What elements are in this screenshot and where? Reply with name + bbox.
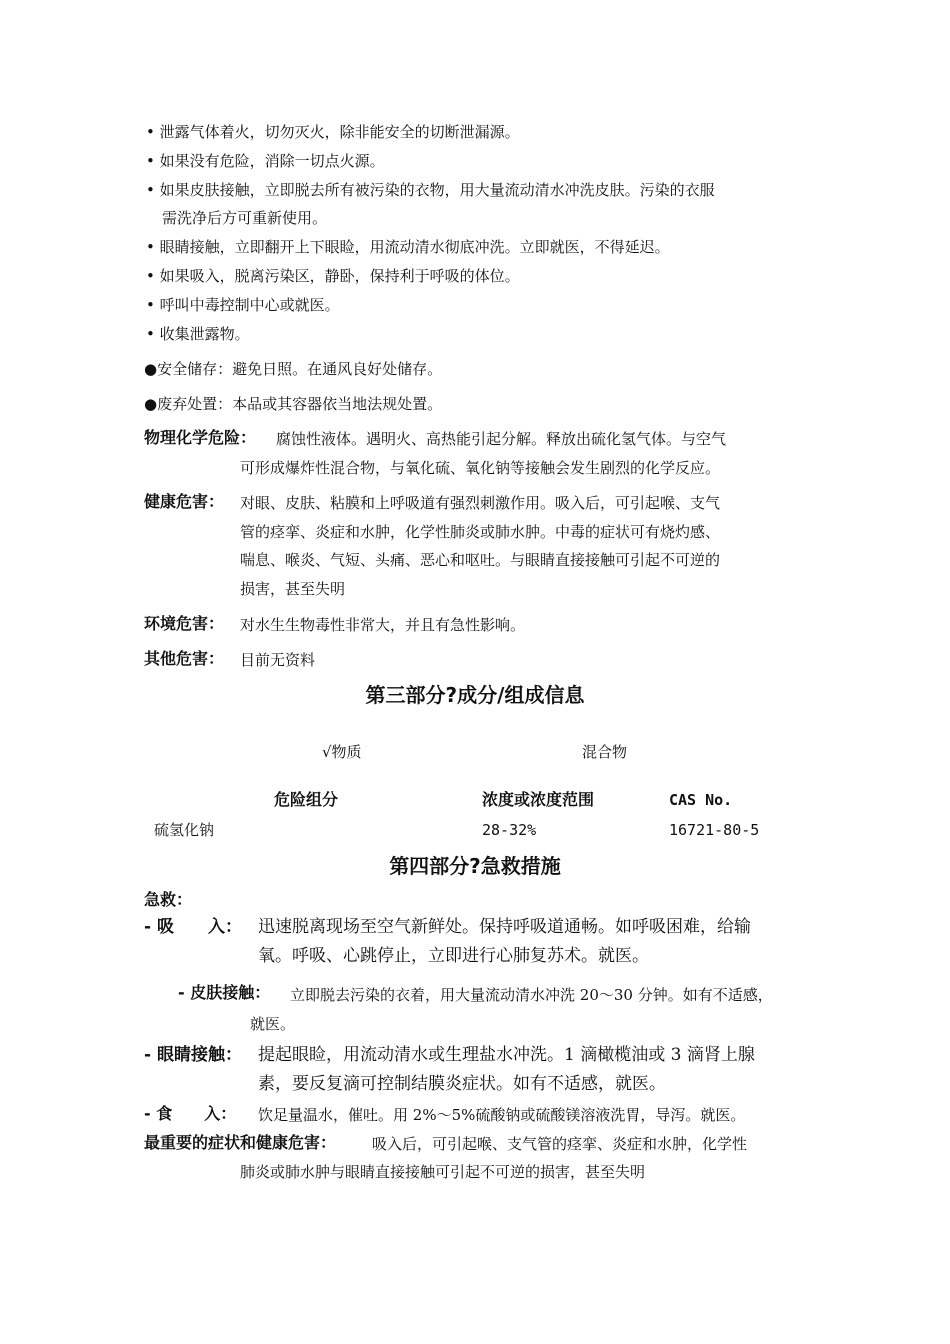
physchem-line: 可形成爆炸性混合物，与氧化硫、氧化钠等接触会发生剧烈的化学反应。 (240, 459, 721, 477)
table-cell-concentration: 28-32% (482, 821, 537, 839)
eye-line: 素，要反复滴可控制结膜炎症状。如有不适感，就医。 (258, 1074, 666, 1094)
mixture-option: 混合物 (582, 743, 628, 761)
env-text: 对水生生物毒性非常大，并且有急性影响。 (240, 616, 526, 634)
bullet-item: • 收集泄露物。 (146, 325, 250, 343)
bullet-item: • 如果没有危险，消除一切点火源。 (146, 152, 385, 170)
physchem-line: 腐蚀性液体。遇明火、高热能引起分解。释放出硫化氢气体。与空气 (276, 430, 727, 448)
eye-line: 提起眼睑，用流动清水或生理盐水冲洗。1 滴橄榄油或 3 滴肾上腺 (258, 1045, 755, 1065)
health-line: 管的痉挛、炎症和水肿，化学性肺炎或肺水肿。中毒的症状可有烧灼感、 (240, 523, 721, 541)
physchem-label: 物理化学危险： (144, 428, 257, 447)
bullet-item: • 眼睛接触，立即翻开上下眼睑，用流动清水彻底冲洗。立即就医，不得延迟。 (146, 238, 670, 256)
symptoms-line: 吸入后，可引起喉、支气管的痉挛、炎症和水肿，化学性 (372, 1135, 748, 1153)
table-header-component: 危险组分 (274, 790, 339, 809)
skin-line: 就医。 (250, 1015, 296, 1033)
health-line: 对眼、皮肤、粘膜和上呼吸道有强烈刺激作用。吸入后，可引起喉、支气 (240, 494, 721, 512)
health-label: 健康危害： (144, 492, 225, 511)
eye-label: - 眼睛接触： (144, 1045, 242, 1065)
symptoms-line: 肺炎或肺水肿与眼睛直接接触可引起不可逆的损害，甚至失明 (240, 1163, 646, 1181)
health-line: 喘息、喉炎、气短、头痛、恶心和呕吐。与眼睛直接接触可引起不可逆的 (240, 551, 721, 569)
symptoms-label: 最重要的症状和健康危害： (144, 1133, 337, 1152)
bullet-item: • 如果吸入，脱离污染区，静卧，保持利于呼吸的体位。 (146, 267, 520, 285)
table-cell-cas: 16721-80-5 (669, 821, 760, 839)
section3-title: 第三部分?成分/组成信息 (365, 683, 585, 707)
section4-title: 第四部分?急救措施 (389, 854, 561, 878)
table-header-concentration: 浓度或浓度范围 (482, 790, 595, 809)
env-label: 环境危害： (144, 614, 225, 633)
ingest-text: 饮足量温水，催吐。用 2%～5%硫酸钠或硫酸镁溶液洗胃，导泻。就医。 (258, 1106, 746, 1124)
disposal-line: ●废弃处置：本品或其容器依当地法规处置。 (144, 395, 443, 413)
substance-option: √物质 (322, 743, 362, 761)
skin-label: - 皮肤接触： (178, 983, 271, 1002)
skin-line: 立即脱去污染的衣着，用大量流动清水冲洗 20～30 分钟。如有不适感， (290, 986, 773, 1004)
bullet-item: • 呼叫中毒控制中心或就医。 (146, 296, 340, 314)
bullet-item: • 如果皮肤接触，立即脱去所有被污染的衣物，用大量流动清水冲洗皮肤。污染的衣服 (146, 181, 715, 199)
other-text: 目前无资料 (240, 651, 316, 669)
health-line: 损害，甚至失明 (240, 580, 346, 598)
storage-line: ●安全储存：避免日照。在通风良好处储存。 (144, 360, 443, 378)
inhale-label: - 吸 入： (144, 917, 242, 937)
inhale-line: 迅速脱离现场至空气新鲜处。保持呼吸道通畅。如呼吸困难，给输 (258, 917, 751, 937)
inhale-line: 氧。呼吸、心跳停止，立即进行心肺复苏术。就医。 (258, 946, 649, 966)
bullet-continuation: 需洗净后方可重新使用。 (162, 209, 328, 227)
bullet-item: • 泄露气体着火，切勿灭火，除非能安全的切断泄漏源。 (146, 123, 520, 141)
first-aid-intro: 急救： (144, 890, 193, 909)
other-label: 其他危害： (144, 649, 225, 668)
table-header-cas: CAS No. (669, 791, 733, 809)
ingest-label: - 食 入： (144, 1104, 237, 1123)
table-cell-component: 硫氢化钠 (154, 821, 215, 839)
